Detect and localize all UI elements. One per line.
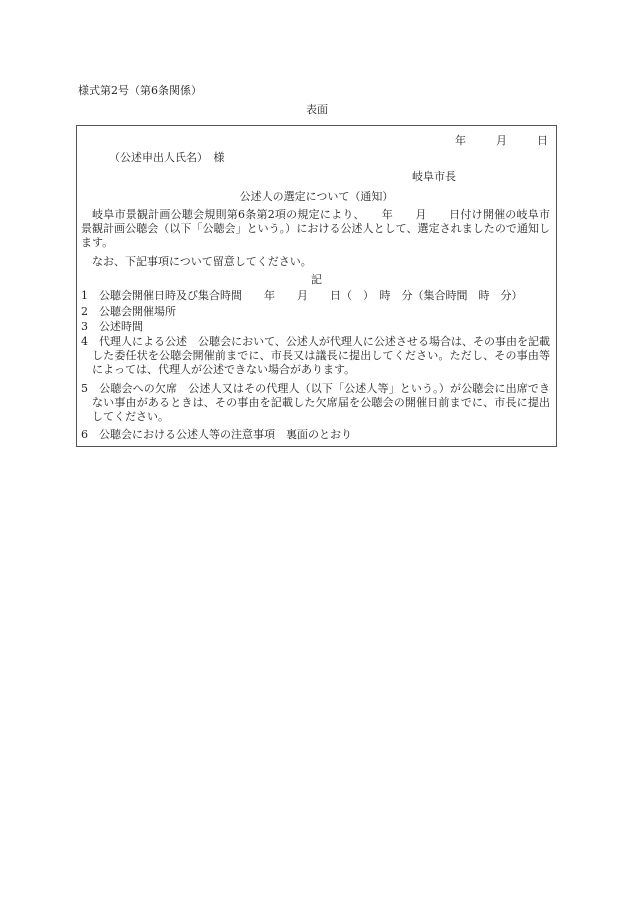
issuer: 岐阜市長 xyxy=(412,170,456,183)
notice-frame xyxy=(76,125,557,447)
list-item: 3 公述時間 xyxy=(81,320,143,333)
list-item: 2 公聴会開催場所 xyxy=(81,305,176,318)
notice-subject: 公述人の選定について（通知） xyxy=(239,190,394,203)
side-label: 表面 xyxy=(306,103,328,116)
addressee: （公述申出人氏名） 様 xyxy=(109,151,225,164)
form-number-label: 様式第2号（第6条関係） xyxy=(78,84,202,97)
notice-note: なお、下記事項について留意してください。 xyxy=(92,255,312,268)
list-item: 4 代理人による公述 公聴会において、公述人が代理人に公述させる場合は、その事由を記載した委任状を公聴会開催前までに、市長又は議長に提出してください。ただし、その事由等によっては、代理人が公述できない場合があります。 xyxy=(81,335,550,376)
list-item: 1 公聴会開催日時及び集合時間 年 月 日（ ） 時 分（集合時間 時 分） xyxy=(81,289,523,302)
date-month-label: 月 xyxy=(496,134,507,147)
list-item: 6 公聴会における公述人等の注意事項 裏面のとおり xyxy=(81,428,352,441)
date-day-label: 日 xyxy=(537,134,548,147)
date-line xyxy=(455,134,548,148)
notice-body: 岐阜市景観計画公聴会規則第6条第2項の規定により、 年 月 日付け開催の岐阜市景観計画公聴会（以下「公聴会」という。）における公述人として、選定されましたので通知します。 xyxy=(81,208,550,249)
list-item: 5 公聴会への欠席 公述人又はその代理人（以下「公述人等」という。）が公聴会に出席できない事由があるときは、その事由を記載した欠席届を公聴会の開催日前までに、市長に提出してください。 xyxy=(81,382,550,423)
date-year-label: 年 xyxy=(455,134,466,147)
ki-heading: 記 xyxy=(311,273,322,286)
